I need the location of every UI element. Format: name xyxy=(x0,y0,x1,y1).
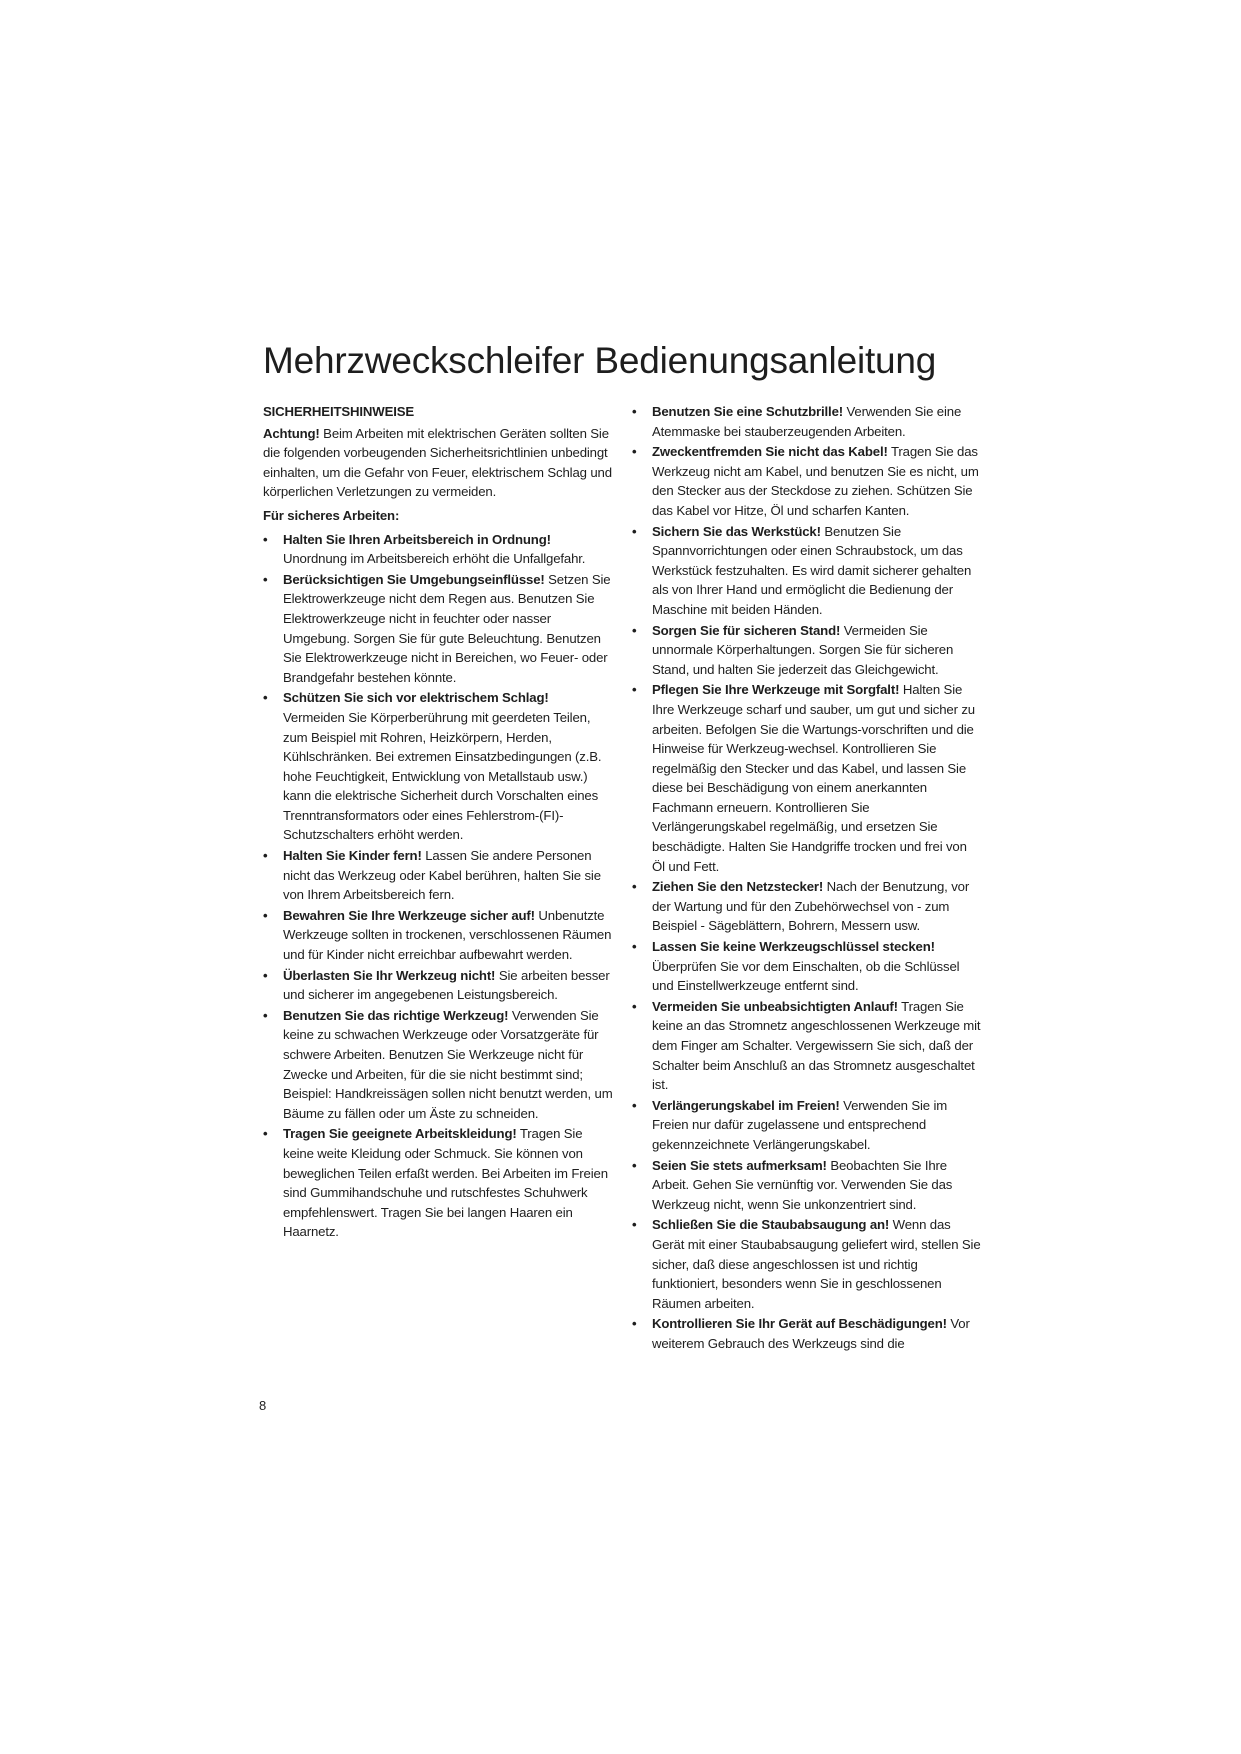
section-heading: SICHERHEITSHINWEISE xyxy=(263,404,415,419)
safety-item xyxy=(263,1124,613,1242)
safety-item xyxy=(632,1156,982,1215)
bullet-icon: • xyxy=(263,690,268,706)
safety-item xyxy=(632,402,982,441)
bullet-icon: • xyxy=(263,1007,268,1023)
safety-item-title: Pflegen Sie Ihre Werkzeuge mit Sorgfalt! xyxy=(652,682,900,698)
safety-item xyxy=(263,530,613,569)
bullet-icon: • xyxy=(632,523,637,539)
safety-item-title: Sichern Sie das Werkstück! xyxy=(652,523,821,539)
safety-item xyxy=(632,1096,982,1155)
bullet-icon: • xyxy=(263,531,268,547)
safety-item xyxy=(632,522,982,620)
safety-item-text: Verwenden Sie im Freien nur dafür zugelassene und entsprechend gekennzeichnete Verlängerungskabel. xyxy=(652,1097,948,1152)
safety-item xyxy=(263,570,613,688)
safety-item xyxy=(632,442,982,520)
bullet-icon: • xyxy=(632,998,637,1014)
safety-item-title: Verlängerungskabel im Freien! xyxy=(652,1097,840,1113)
bullet-icon: • xyxy=(632,879,637,895)
safety-item-title: Benutzen Sie das richtige Werkzeug! xyxy=(283,1007,509,1023)
safety-item xyxy=(632,937,982,996)
subheading: Für sicheres Arbeiten: xyxy=(263,507,400,523)
right-column xyxy=(632,402,982,1355)
bullet-icon: • xyxy=(632,939,637,955)
safety-item-title: Halten Sie Ihren Arbeitsbereich in Ordnung! xyxy=(283,531,551,547)
safety-item-title: Tragen Sie geeignete Arbeitskleidung! xyxy=(283,1126,517,1142)
safety-item-text: Tragen Sie keine an das Stromnetz angeschlossenen Werkzeuge mit dem Finger am Schalter. Vergewissern Sie sich, daß der Schalter beim Anschluß an das Stromnetz ausgeschaltet ist. xyxy=(652,998,981,1093)
safety-item xyxy=(632,877,982,936)
bullet-icon: • xyxy=(263,571,268,587)
safety-item-text: Verwenden Sie eine Atemmaske bei stauberzeugenden Arbeiten. xyxy=(652,404,962,439)
bullet-icon: • xyxy=(632,404,637,419)
safety-item-title: Schließen Sie die Staubabsaugung an! xyxy=(652,1217,890,1233)
safety-item-title: Ziehen Sie den Netzstecker! xyxy=(652,879,824,895)
bullet-icon: • xyxy=(263,1126,268,1142)
safety-item-text: Benutzen Sie Spannvorrichtungen oder einen Schraubstock, um das Werkstück festzuhalten. Es wird damit sicherer gehalten als von Ihrer Hand und ermöglicht die Bedienung der Maschine mit beiden Händen. xyxy=(652,523,972,617)
safety-item xyxy=(632,621,982,680)
safety-item-title: Überlasten Sie Ihr Werkzeug nicht! xyxy=(283,967,496,983)
safety-item xyxy=(263,966,613,1005)
bullet-icon: • xyxy=(632,622,637,638)
bullet-icon: • xyxy=(632,682,637,698)
bullet-icon: • xyxy=(263,848,268,864)
safety-item-text: Vermeiden Sie Körperberührung mit geerdeten Teilen, zum Beispiel mit Rohren, Heizkörpern, Herden, Kühlschränken. Bei extremen Einsatzbedingungen (z.B. hohe Feuchtigkeit, Entwicklung von Metallstaub usw.) kann die elektrische Sicherheit durch Vorschalten eines Trenntransformators oder eines Fehlerstrom-(FI)-Schutzschalters erhöht werden. xyxy=(283,709,602,843)
safety-item-text: Vermeiden Sie unnormale Körperhaltungen. Sorgen Sie für sicheren Stand, und halten Sie jederzeit das Gleichgewicht. xyxy=(652,622,954,677)
safety-item-text: Tragen Sie keine weite Kleidung oder Schmuck. Sie können von beweglichen Teilen erfaßt werden. Bei Arbeiten im Freien sind Gummihandschuhe und rutschfestes Schuhwerk empfehlenswert. Tragen Sie bei langen Haaren ein Haarnetz. xyxy=(283,1126,608,1240)
bullet-icon: • xyxy=(632,1217,637,1233)
bullet-icon: • xyxy=(632,444,637,460)
safety-item xyxy=(632,997,982,1095)
page-number: 8 xyxy=(259,1398,267,1413)
safety-item-text: Lassen Sie andere Personen nicht das Werkzeug oder Kabel berühren, halten Sie sie von Ihrem Arbeitsbereich fern. xyxy=(283,848,601,903)
safety-item-text: Halten Sie Ihre Werkzeuge scharf und sauber, um gut und sicher zu arbeiten. Befolgen Sie die Wartungs-vorschriften und die Hinweise für Werkzeug-wechsel. Kontrollieren Sie regelmäßig den Stecker und das Kabel, und lassen Sie diese bei Beschädigung von einem anerkannten Fachmann erneuern. Kontrollieren Sie Verlängerungskabel regelmäßig, und ersetzen Sie beschädigte. Halten Sie Handgriffe trocken und frei von Öl und Fett. xyxy=(652,682,975,874)
bullet-icon: • xyxy=(632,1316,637,1332)
bullet-icon: • xyxy=(263,967,268,983)
intro-warning-label: Achtung! xyxy=(263,425,320,441)
safety-item-text: Vor weiterem Gebrauch des Werkzeugs sind die xyxy=(652,1316,970,1351)
safety-item xyxy=(263,846,613,905)
bullet-icon: • xyxy=(632,1097,637,1113)
safety-item-text: Sie arbeiten besser und sicherer im angegebenen Leistungsbereich. xyxy=(283,967,610,1003)
safety-item xyxy=(632,1314,982,1353)
safety-item-title: Kontrollieren Sie Ihr Gerät auf Beschädigungen! xyxy=(652,1316,947,1332)
safety-item-title: Berücksichtigen Sie Umgebungseinflüsse! xyxy=(283,571,545,587)
safety-item-title: Sorgen Sie für sicheren Stand! xyxy=(652,622,841,638)
bullet-icon: • xyxy=(632,1157,637,1173)
bullet-icon: • xyxy=(263,907,268,923)
safety-item xyxy=(263,1006,613,1124)
safety-item-text: Unordnung im Arbeitsbereich erhöht die Unfallgefahr. xyxy=(283,551,586,567)
safety-item xyxy=(263,688,613,845)
safety-item xyxy=(263,906,613,965)
safety-item-text: Unbenutzte Werkzeuge sollten in trockenen, verschlossenen Räumen und für Kinder nicht erreichbar aufbewahrt werden. xyxy=(283,907,612,963)
safety-item-title: Lassen Sie keine Werkzeugschlüssel stecken! xyxy=(652,939,935,955)
safety-item-text: Verwenden Sie keine zu schwachen Werkzeuge oder Vorsatzgeräte für schwere Arbeiten. Benutzen Sie Werkzeuge nicht für Zwecke und Arbeiten, für die sie nicht bestimmt sind; Beispiel: Handkreissägen sollen nicht benutzt werden, um Bäume zu fällen oder um Äste zu schneiden. xyxy=(283,1007,613,1121)
intro-text: Beim Arbeiten mit elektrischen Geräten sollten Sie die folgenden vorbeugenden Sicherheitsrichtlinien unbedingt einhalten, um die Gefahr von Feuer, elektrischem Schlag und körperlichen Verletzungen zu vermeiden. xyxy=(263,425,612,500)
safety-item-text: Setzen Sie Elektrowerkzeuge nicht dem Regen aus. Benutzen Sie Elektrowerkzeuge nicht in feuchter oder nasser Umgebung. Sorgen Sie für gute Beleuchtung. Benutzen Sie Elektrowerkzeuge nicht in Bereichen, wo Feuer- oder Brandgefahr bestehen könnte. xyxy=(283,571,611,685)
safety-item-title: Schützen Sie sich vor elektrischem Schlag! xyxy=(283,690,549,706)
safety-item xyxy=(632,680,982,876)
safety-item-text: Wenn das Gerät mit einer Staubabsaugung geliefert wird, stellen Sie sicher, daß diese angeschlossen ist und richtig funktioniert, besonders wenn Sie in geschlossenen Räumen arbeiten. xyxy=(652,1217,981,1311)
safety-item-title: Bewahren Sie Ihre Werkzeuge sicher auf! xyxy=(283,907,535,923)
safety-item-title: Benutzen Sie eine Schutzbrille! xyxy=(652,404,843,419)
safety-item-text: Überprüfen Sie vor dem Einschalten, ob die Schlüssel und Einstellwerkzeuge entfernt sind. xyxy=(652,958,960,994)
safety-item-title: Zweckentfremden Sie nicht das Kabel! xyxy=(652,444,888,460)
safety-item xyxy=(632,1215,982,1313)
safety-item-title: Halten Sie Kinder fern! xyxy=(283,848,422,864)
left-column xyxy=(263,402,613,1243)
safety-item-title: Seien Sie stets aufmerksam! xyxy=(652,1157,827,1173)
safety-item-title: Vermeiden Sie unbeabsichtigten Anlauf! xyxy=(652,998,898,1014)
safety-item-text: Nach der Benutzung, vor der Wartung und für den Zubehörwechsel von - zum Beispiel - Sägeblättern, Bohrern, Messern usw. xyxy=(652,879,970,934)
safety-item-text: Beobachten Sie Ihre Arbeit. Gehen Sie vernünftig vor. Verwenden Sie das Werkzeug nicht, wenn Sie unkonzentriert sind. xyxy=(652,1157,953,1212)
safety-item-text: Tragen Sie das Werkzeug nicht am Kabel, und benutzen Sie es nicht, um den Stecker aus der Steckdose zu ziehen. Schützen Sie das Kabel vor Hitze, Öl und scharfen Kanten. xyxy=(652,444,979,518)
page-title: Mehrzweckschleifer Bedienungsanleitung xyxy=(263,340,937,381)
intro-paragraph xyxy=(263,424,613,502)
